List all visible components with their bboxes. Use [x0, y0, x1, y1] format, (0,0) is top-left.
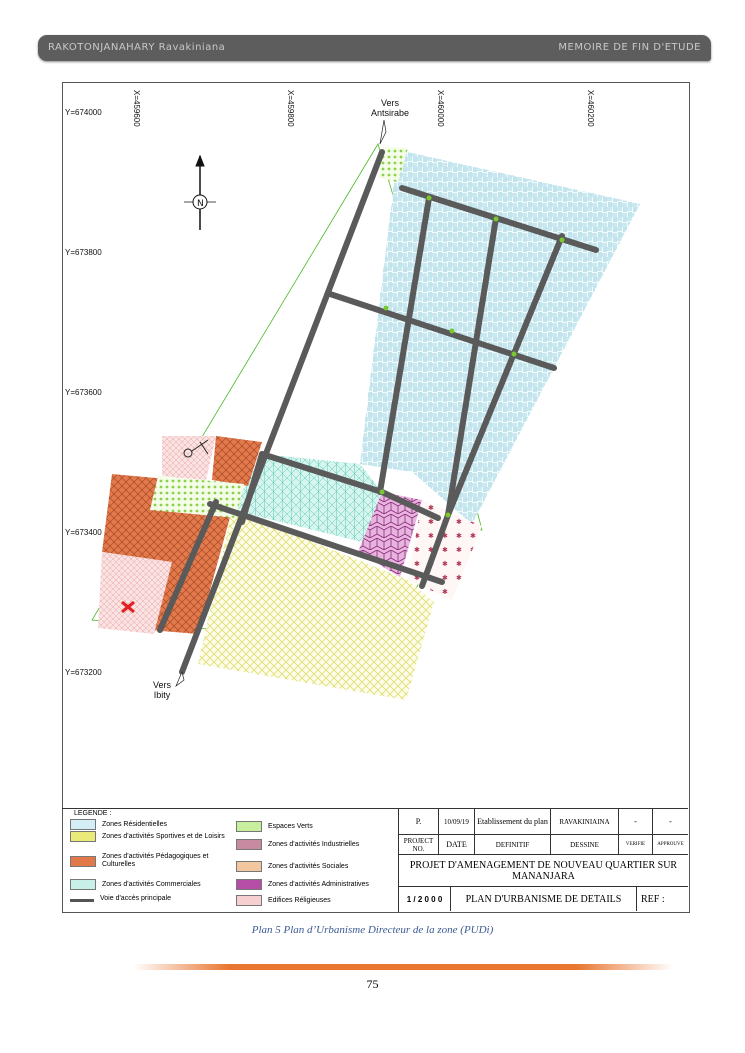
cell-date-value: 10/09/19: [438, 808, 474, 834]
arrow-top: [380, 120, 386, 144]
y-label: Y=673200: [65, 668, 102, 677]
cell-date: DATE: [438, 834, 474, 854]
legend: [62, 808, 399, 912]
header-author: RAKOTONJANAHARY Ravakiniana: [48, 42, 226, 53]
vers-top-1: Vers: [380, 98, 400, 108]
legend-label: Zones d'activités Administratives: [268, 880, 369, 888]
legend-label: Edifices Réligieuses: [268, 896, 331, 904]
religious-zone-1: [162, 436, 216, 480]
y-label: Y=673800: [65, 248, 102, 257]
cell-plan: PLAN D'URBANISME DE DETAILS: [450, 886, 636, 911]
cell-name: RAVAKINIAINA: [550, 808, 618, 834]
page-header-bar: [38, 35, 711, 61]
legend-item: [236, 821, 396, 832]
footer-divider: [133, 964, 673, 970]
legend-swatch: [236, 879, 262, 890]
cell-projet: PROJET D'AMENAGEMENT DE NOUVEAU QUARTIER SUR MANANJARA: [398, 854, 688, 886]
legend-swatch: [70, 831, 96, 842]
legend-label: Voie d'accès principale: [100, 895, 171, 902]
legend-item: [236, 895, 396, 906]
cell-p: P.: [398, 808, 438, 834]
vers-bottom-1: Vers: [152, 680, 172, 690]
y-label: Y=674000: [65, 108, 102, 117]
north-arrow: [184, 156, 216, 230]
legend-swatch: [70, 899, 94, 902]
legend-swatch: [236, 895, 262, 906]
x-label: X=460200: [586, 90, 595, 127]
legend-item: [236, 861, 396, 872]
residential-zone: [360, 150, 640, 524]
cell-dash: -: [652, 808, 688, 834]
cell-dash: -: [618, 808, 652, 834]
y-label: Y=673400: [65, 528, 102, 537]
cell-etab: Etablissement du plan: [474, 808, 550, 834]
title-block: [398, 808, 688, 911]
x-label: X=459600: [132, 90, 141, 127]
figure-caption: Plan 5 Plan d’Urbanisme Directeur de la zone (PUDi): [251, 924, 494, 936]
cell-project-no: PROJECT NO.: [398, 834, 438, 854]
north-label: N: [197, 199, 204, 209]
legend-swatch: [70, 819, 96, 830]
legend-swatch: [236, 861, 262, 872]
legend-label: Zones d'activités Industrielles: [268, 840, 360, 848]
legend-item: [70, 831, 230, 842]
legend-title: LEGENDE :: [74, 810, 112, 817]
legend-label: Zones d'activités Sportives et de Loisirs: [102, 832, 225, 840]
legend-item: [236, 839, 396, 850]
legend-label: Zones Résidentielles: [102, 820, 167, 828]
urban-plan-map: [62, 82, 688, 808]
vers-bottom-2: Ibity: [153, 690, 171, 700]
legend-item: [236, 879, 398, 890]
y-label: Y=673600: [65, 388, 102, 397]
x-label: X=460000: [436, 90, 445, 127]
cell-scale: 1 / 2 0 0 0: [398, 886, 450, 911]
x-label: X=459800: [286, 90, 295, 127]
header-title: MEMOIRE DE FIN D'ETUDE: [558, 42, 701, 53]
legend-swatch: [236, 839, 262, 850]
cell-verifie: VERIFIE: [618, 834, 652, 854]
legend-item: [70, 819, 230, 830]
legend-swatch: [236, 821, 262, 832]
page-number: 75: [366, 977, 379, 991]
legend-label: Zones d'activités Pédagogiques et Culturelles: [102, 853, 209, 868]
legend-item: [70, 895, 230, 903]
cell-dessine: DESSINE: [550, 834, 618, 854]
legend-item: [70, 853, 230, 869]
legend-swatch: [70, 879, 96, 890]
legend-item: [70, 879, 230, 890]
vers-top-2: Antsirabe: [370, 108, 410, 118]
legend-label: Zones d'activités Sociales: [268, 862, 349, 870]
cell-ref: REF :: [636, 886, 688, 911]
legend-label: Zones d'activités Commerciales: [102, 880, 201, 888]
legend-label: Espaces Verts: [268, 822, 313, 830]
cell-definitif: DEFINITIF: [474, 834, 550, 854]
cell-approuve: APPROUVE: [652, 834, 688, 854]
legend-swatch: [70, 856, 96, 867]
